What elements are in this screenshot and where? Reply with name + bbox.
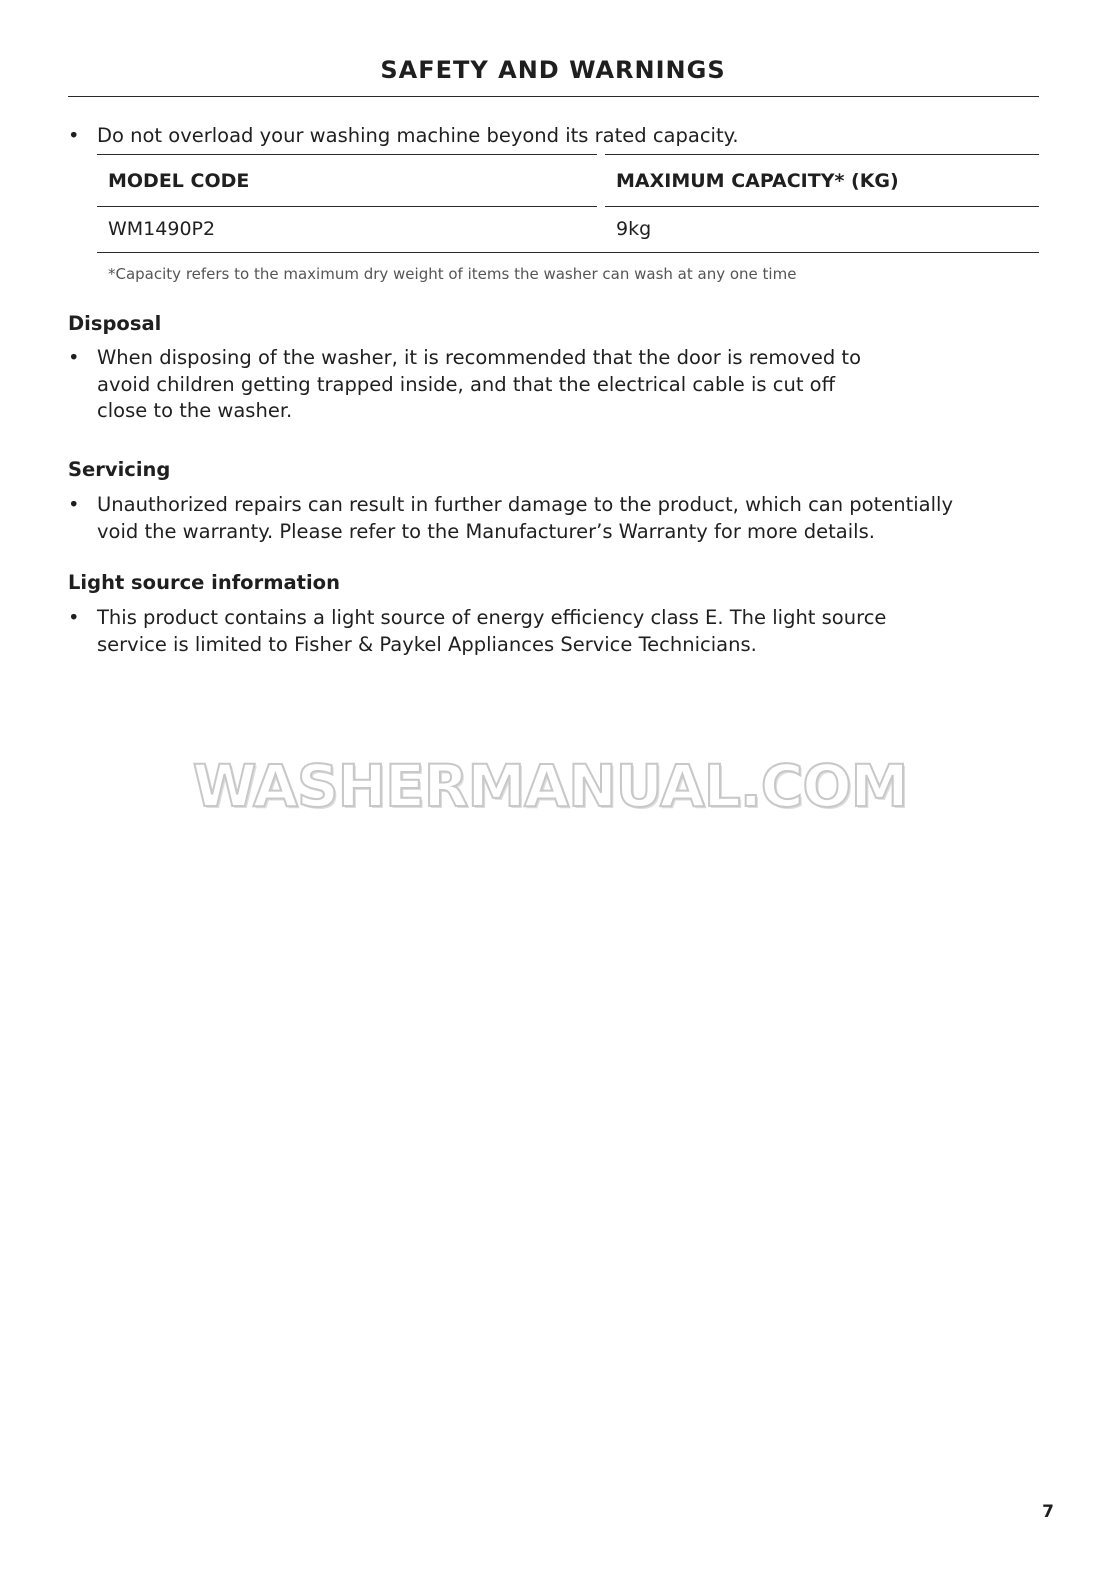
table-header-max-capacity: MAXIMUM CAPACITY* (KG) <box>616 170 899 192</box>
bullet-dot: • <box>68 606 80 629</box>
section-heading-disposal: Disposal <box>68 312 162 335</box>
disposal-bullet-item <box>68 345 1043 425</box>
table-header-rule-left <box>97 206 597 207</box>
title-divider <box>68 96 1039 97</box>
disposal-line: When disposing of the washer, it is recommended that the door is removed to <box>97 346 861 369</box>
table-top-rule-right <box>605 154 1039 155</box>
table-cell-capacity: 9kg <box>616 218 652 240</box>
table-top-rule-left <box>97 154 597 155</box>
disposal-line: close to the washer. <box>97 399 293 422</box>
page-title: SAFETY AND WARNINGS <box>380 56 726 84</box>
bullet-dot: • <box>68 346 80 369</box>
bullet-dot: • <box>68 493 80 516</box>
overload-bullet-item <box>68 123 1043 150</box>
light-source-line: service is limited to Fisher & Paykel Appliances Service Technicians. <box>97 632 757 656</box>
bullet-dot: • <box>68 124 80 147</box>
table-header-model-code: MODEL CODE <box>108 170 250 192</box>
servicing-bullet-item <box>68 492 1043 545</box>
light-source-bullet-item <box>68 605 1043 658</box>
overload-text: Do not overload your washing machine beyond its rated capacity. <box>97 124 739 147</box>
capacity-footnote: *Capacity refers to the maximum dry weight of items the washer can wash at any one time <box>108 265 797 283</box>
table-cell-model: WM1490P2 <box>108 218 216 240</box>
table-bottom-rule <box>97 252 1039 253</box>
servicing-line: Unauthorized repairs can result in further damage to the product, which can potentially <box>97 493 954 516</box>
table-header-rule-right <box>605 206 1039 207</box>
disposal-line: avoid children getting trapped inside, and that the electrical cable is cut off <box>97 372 836 396</box>
light-source-line: This product contains a light source of energy efficiency class E. The light source <box>97 606 887 629</box>
servicing-line: void the warranty. Please refer to the Manufacturer’s Warranty for more details. <box>97 519 875 543</box>
page-number: 7 <box>1042 1502 1054 1522</box>
section-heading-light-source: Light source information <box>68 571 340 594</box>
section-heading-servicing: Servicing <box>68 458 171 481</box>
watermark-text: WASHERMANUAL.COM <box>192 752 908 820</box>
capacity-table <box>97 154 1039 254</box>
